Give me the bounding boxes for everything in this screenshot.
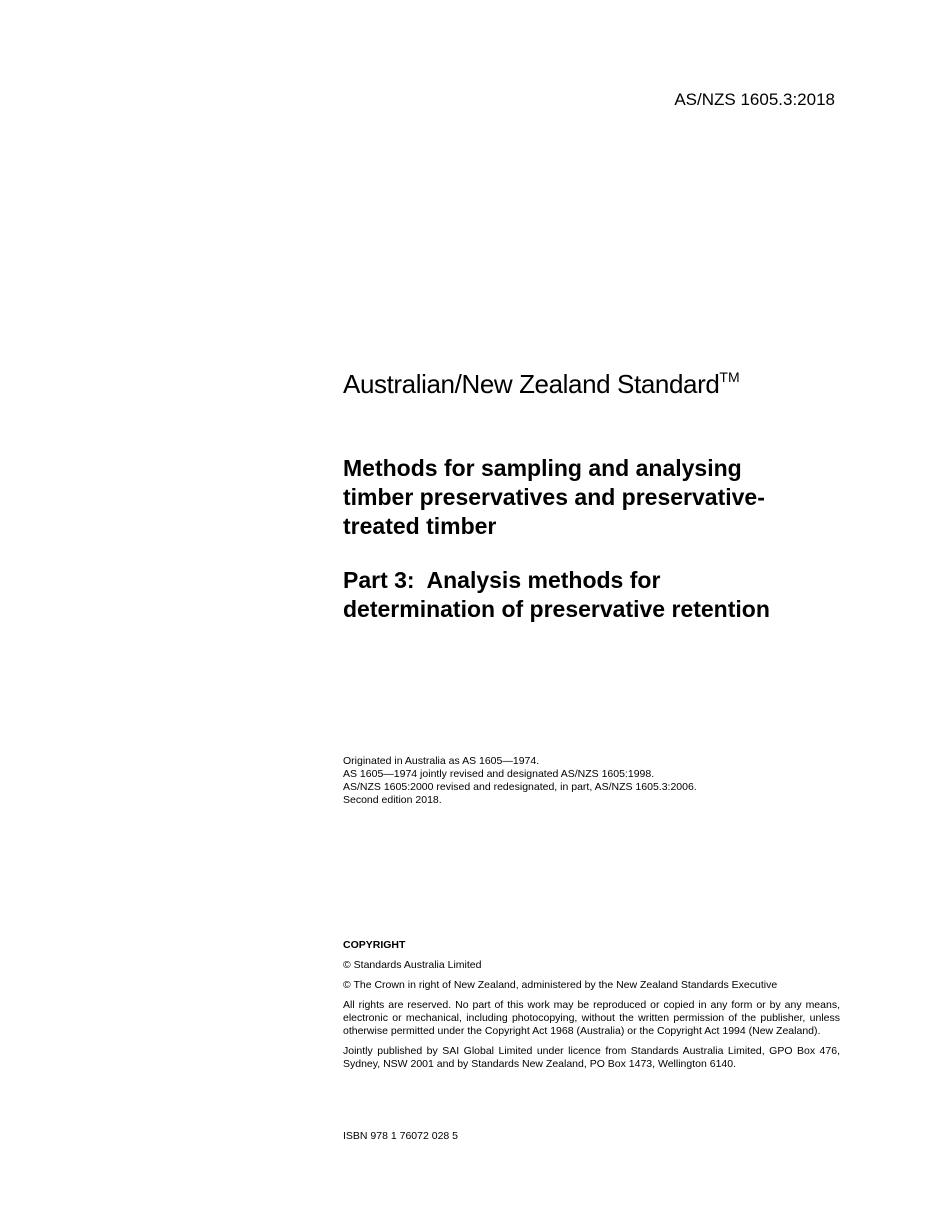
document-title xyxy=(343,454,840,541)
copyright-holder: © The Crown in right of New Zealand, administered by the New Zealand Standards Executive xyxy=(343,979,778,991)
title-line: treated timber xyxy=(343,513,497,539)
history-line: AS 1605—1974 jointly revised and designated AS/NZS 1605:1998. xyxy=(343,768,655,780)
publication-history xyxy=(343,755,840,807)
title-line: timber preservatives and preservative- xyxy=(343,484,765,510)
publisher-statement: Jointly published by SAI Global Limited under licence from Standards Australia Limited, GPO Box 476, Sydney, NSW 2001 and by Standards New Zealand, PO Box 1473, Wellington 6140. xyxy=(343,1045,840,1070)
copyright-holder: © Standards Australia Limited xyxy=(343,959,482,971)
copyright-heading: COPYRIGHT xyxy=(343,939,406,951)
trademark-symbol: TM xyxy=(719,369,740,385)
isbn: ISBN 978 1 76072 028 5 xyxy=(343,1130,459,1142)
standard-name xyxy=(343,362,840,399)
history-line: Second edition 2018. xyxy=(343,794,442,806)
part-title-line: Part 3: Analysis methods for xyxy=(343,567,661,593)
rights-statement: All rights are reserved. No part of this work may be reproduced or copied in any form or by any means, electronic or mechanical, including photocopying, without the written permission of the publisher, unless otherwise permitted under the Copyright Act 1968 (Australia) or the Copyright Act 1994 (New Zealand). xyxy=(343,999,840,1037)
copyright-block xyxy=(343,939,840,1078)
history-line: Originated in Australia as AS 1605—1974. xyxy=(343,755,540,767)
document-number: AS/NZS 1605.3:2018 xyxy=(674,90,835,109)
history-line: AS/NZS 1605:2000 revised and redesignated, in part, AS/NZS 1605.3:2006. xyxy=(343,781,697,793)
standard-name-text: Australian/New Zealand Standard xyxy=(343,369,720,399)
part-title-line: determination of preservative retention xyxy=(343,596,770,622)
title-line: Methods for sampling and analysing xyxy=(343,455,742,481)
part-title xyxy=(343,566,840,624)
